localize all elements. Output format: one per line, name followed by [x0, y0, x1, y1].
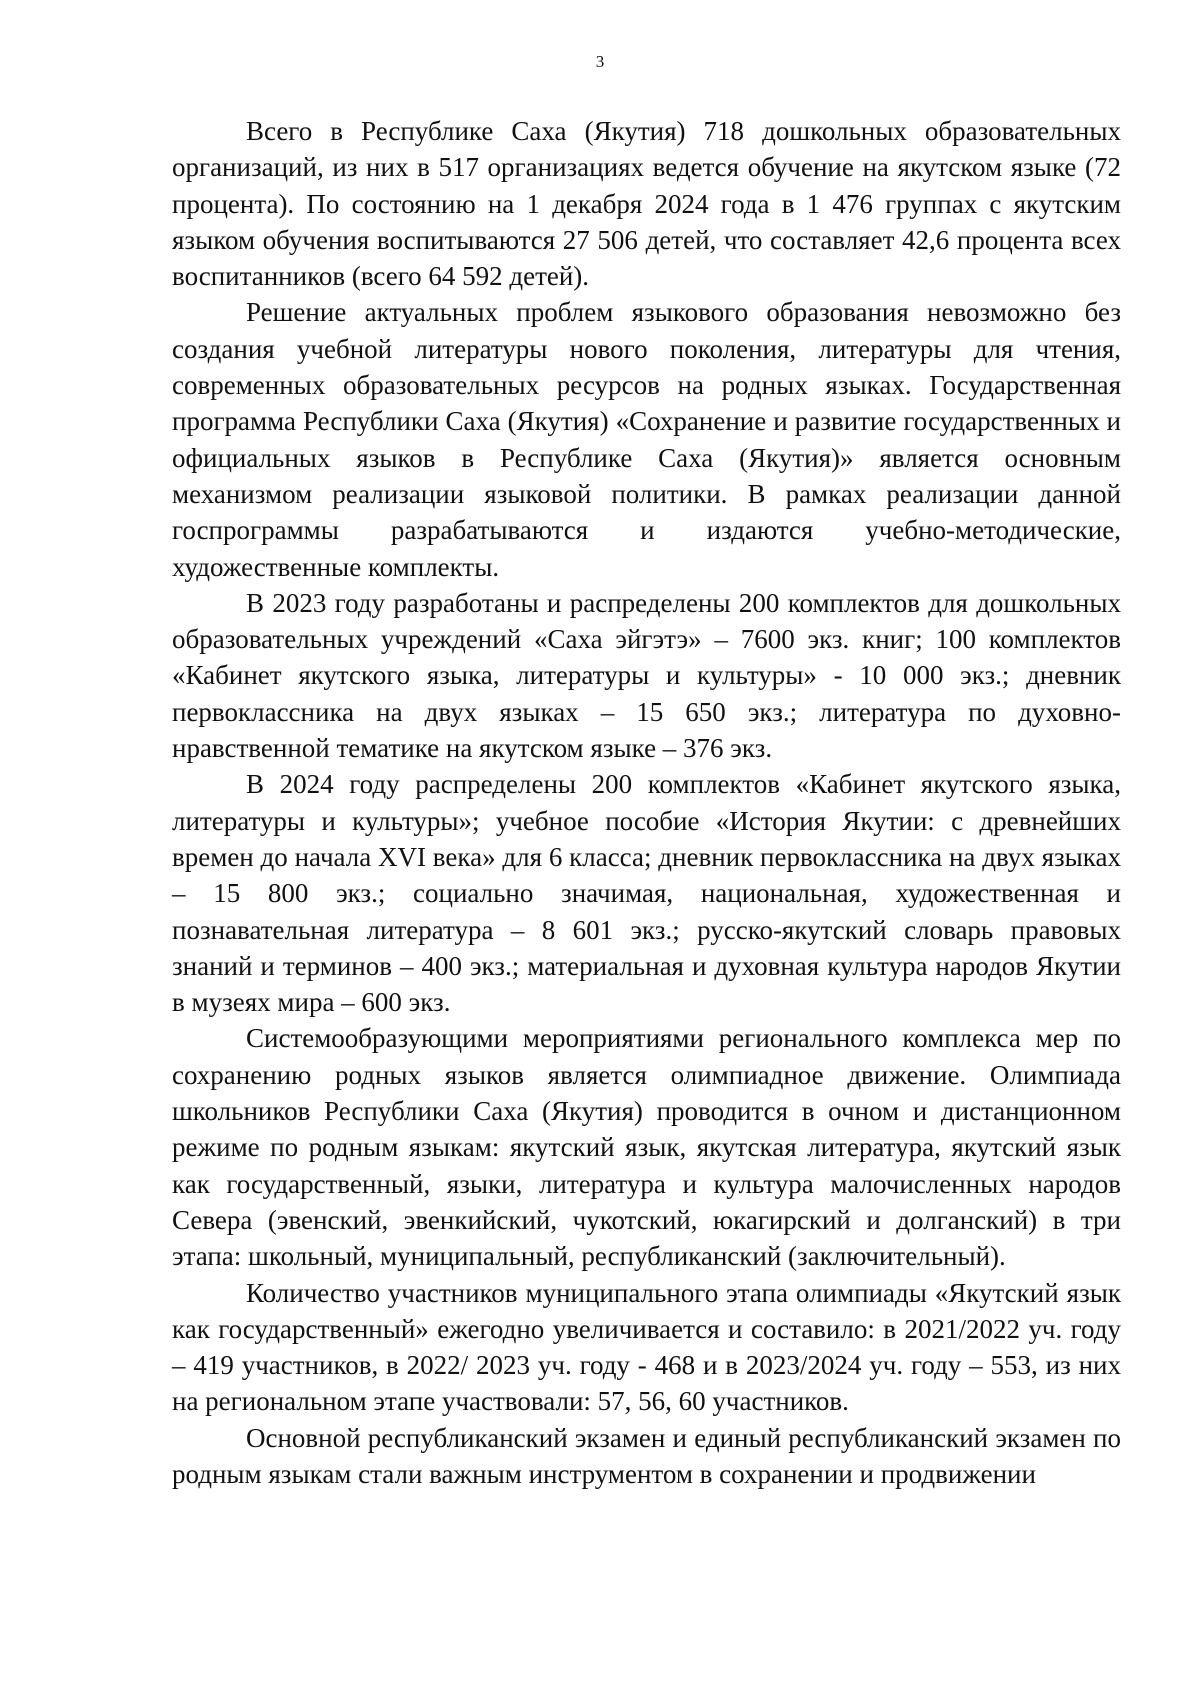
- paragraph-olympiad-participants: Количество участников муниципального этапа олимпиады «Якутский язык как государственный» ежегодно увеличивается и составило: в 2021/2022 уч. году – 419 участников, в 2022/ 2023 уч. году - 468 и в 2023/2024 уч. году – 553, из них на региональном этапе участвовали: 57, 56, 60 участников.: [172, 1277, 1121, 1417]
- paragraph-preschool-statistics: Всего в Республике Саха (Якутия) 718 дошкольных образовательных организаций, из них в 517 организациях ведется обучение на якутском языке (72 процента). По состоянию на 1 декабря 2024 года в 1 476 группах с якутским языком обучения воспитываются 27 506 детей, что составляет 42,6 процента всех воспитанников (всего 64 592 детей).: [172, 116, 1121, 292]
- paragraph-2023-kits: В 2023 году разработаны и распределены 200 комплектов для дошкольных образовательных учреждений «Саха эйгэтэ» – 7600 экз. книг; 100 комплектов «Кабинет якутского языка, литературы и культуры» - 10 000 экз.; дневник первоклассника на двух языках – 15 650 экз.; литература по духовно-нравственной тематике на якутском языке – 376 экз.: [172, 587, 1121, 764]
- paragraph-native-language-exams: Основной республиканский экзамен и единый республиканский экзамен по родным языкам стали важным инструментом в сохранении и продвижении: [172, 1422, 1121, 1489]
- page-number: 3: [595, 52, 605, 71]
- paragraph-2024-kits: В 2024 году распределены 200 комплектов «Кабинет якутского языка, литературы и культуры»; учебное пособие «История Якутии: с древнейших времен до начала XVI века» для 6 класса; дневник первоклассника на двух языках – 15 800 экз.; социально значимая, национальная, художественная и познавательная литература – 8 601 экз.; русско-якутский словарь правовых знаний и терминов – 400 экз.; материальная и духовная культура народов Якутии в музеях мира – 600 экз.: [172, 769, 1121, 1018]
- document-body: [172, 113, 1121, 1492]
- paragraph-olympiad-movement: Системообразующими мероприятиями регионального комплекса мер по сохранению родных языков является олимпиадное движение. Олимпиада школьников Республики Саха (Якутия) проводится в очном и дистанционном режиме по родным языкам: якутский язык, якутская литература, якутский язык как государственный, языки, литература и культура малочисленных народов Севера (эвенский, эвенкийский, чукотский, юкагирский и долганский) в три этапа: школьный, муниципальный, республиканский (заключительный).: [172, 1023, 1121, 1272]
- paragraph-state-program: Решение актуальных проблем языкового образования невозможно без создания учебной литературы нового поколения, литературы для чтения, современных образовательных ресурсов на родных языках. Государственная программа Республики Саха (Якутия) «Сохранение и развитие государственных и официальных языков в Республике Саха (Якутия)» является основным механизмом реализации языковой политики. В рамках реализации данной госпрограммы разрабатываются и издаются учебно-методические, художественные комплекты.: [172, 297, 1121, 582]
